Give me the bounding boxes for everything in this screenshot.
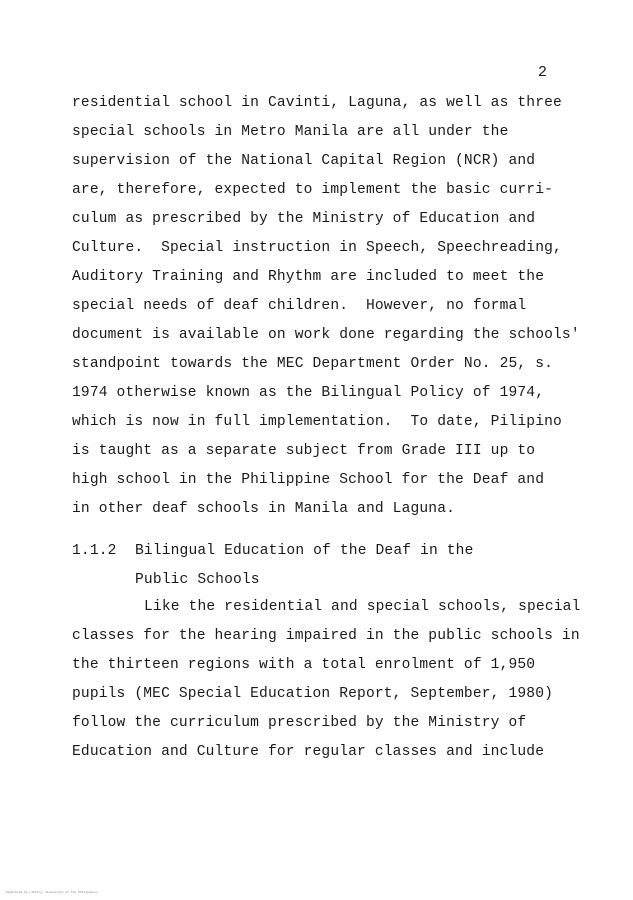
paragraph-line: in other deaf schools in Manila and Laguna.: [72, 501, 456, 517]
paragraph-line: is taught as a separate subject from Grade III up to: [72, 443, 536, 459]
paragraph-line: Culture. Special instruction in Speech, Speechreading,: [72, 240, 562, 256]
paragraph-line: culum as prescribed by the Ministry of Education and: [72, 211, 536, 227]
paragraph-line: which is now in full implementation. To date, Pilipino: [72, 414, 562, 430]
paragraph-line: are, therefore, expected to implement the basic curri-: [72, 182, 554, 198]
paragraph-line: Like the residential and special schools, special: [144, 599, 581, 615]
section-title: Public Schools: [135, 572, 260, 588]
footer-digitization-mark: digitized by Library, University of the Philippines: [6, 891, 98, 894]
paragraph-line: pupils (MEC Special Education Report, September, 1980): [72, 686, 554, 702]
paragraph-line: Education and Culture for regular classes and include: [72, 744, 545, 760]
paragraph-line: supervision of the National Capital Region (NCR) and: [72, 153, 536, 169]
paragraph-line: document is available on work done regarding the schools': [72, 327, 580, 343]
paragraph-line: special schools in Metro Manila are all under the: [72, 124, 509, 140]
paragraph-line: the thirteen regions with a total enrolment of 1,950: [72, 657, 536, 673]
section-number: 1.1.2: [72, 543, 117, 559]
page-number: 2: [538, 64, 548, 81]
paragraph-line: 1974 otherwise known as the Bilingual Policy of 1974,: [72, 385, 545, 401]
paragraph-line: Auditory Training and Rhythm are included to meet the: [72, 269, 545, 285]
section-title: Bilingual Education of the Deaf in the: [135, 543, 474, 559]
paragraph-line: residential school in Cavinti, Laguna, as well as three: [72, 95, 562, 111]
paragraph-line: follow the curriculum prescribed by the Ministry of: [72, 715, 527, 731]
paragraph-line: classes for the hearing impaired in the public schools in: [72, 628, 580, 644]
paragraph-line: high school in the Philippine School for the Deaf and: [72, 472, 545, 488]
paragraph-line: special needs of deaf children. However, no formal: [72, 298, 527, 314]
paragraph-line: standpoint towards the MEC Department Order No. 25, s.: [72, 356, 554, 372]
